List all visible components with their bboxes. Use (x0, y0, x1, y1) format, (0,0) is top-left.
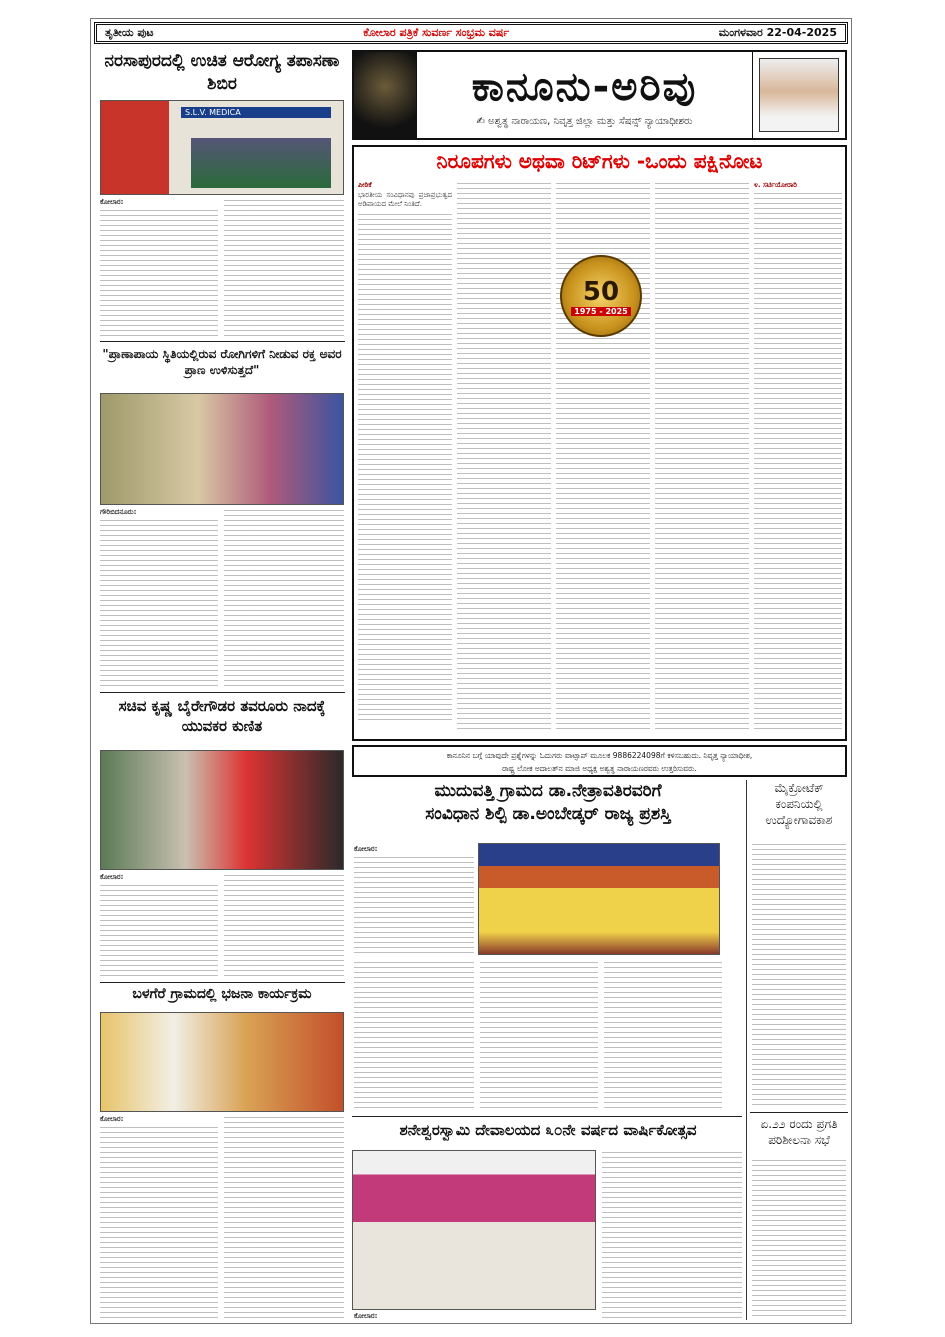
dateline: ಕೋಲಾರ: (100, 1115, 124, 1123)
article-body (752, 842, 846, 1107)
photo-award-ceremony (478, 843, 720, 955)
article-body (224, 873, 344, 978)
divider (352, 1116, 742, 1117)
date: ಮಂಗಳವಾರ 22-04-2025 (718, 26, 837, 39)
photo-sign: S.L.V. MEDICA (181, 107, 331, 118)
divider (100, 341, 345, 342)
note-line: ಕಾನೂನಿನ ಬಗ್ಗೆ ಯಾವುದೇ ಪ್ರಶ್ನೆಗಳನ್ನು ಓದುಗರು ವಾಟ್ಸಾಪ್ ಮೂಲಕ 9886224098ಗೆ ಕಳಿಸಬಹುದು. ನಿವೃತ್ತ ನ್ಯಾಯಾಧೀಶ, (446, 751, 753, 760)
headline-temple-anniversary: ಶನೇಶ್ವರಸ್ವಾಮಿ ದೇವಾಲಯದ ೩೦ನೇ ವರ್ಷದ ವಾರ್ಷಿಕೋತ್ಸವ (399, 1121, 697, 1139)
author-portrait (759, 58, 839, 132)
article-body (224, 1115, 344, 1320)
article-body (100, 208, 218, 338)
article-body (224, 198, 344, 338)
headline-health-camp: ನರಸಾಪುರದಲ್ಲಿ ಉಚಿತ ಆರೋಗ್ಯ ತಪಾಸಣಾ ಶಿಬಿರ (104, 51, 340, 94)
golden-jubilee-logo: 50 1975 - 2025 (560, 255, 642, 337)
article-body (354, 855, 474, 955)
article-body (224, 508, 344, 688)
article-body (604, 960, 722, 1110)
headline-minister: ಸಚಿವ ಕೃಷ್ಣ ಬೈರೇಗೌಡರ ತವರೂರು ನಾದಕ್ಕೆ ಯುವಕರ ಕುಣಿತ (118, 697, 326, 736)
headline-blood-donation: "ಪ್ರಾಣಾಪಾಯ ಸ್ಥಿತಿಯಲ್ಲಿರುವ ರೋಗಿಗಳಿಗೆ ನೀಡುವ ರಕ್ತ ಅವರ ಪ್ರಾಣ ಉಳಿಸುತ್ತದೆ" (102, 347, 342, 378)
law-headline: ನಿರೂಪಗಳು ಅಥವಾ ರಿಟ್‌ಗಳು -ಒಂದು ಪಕ್ಷಿನೋಟ (352, 145, 847, 175)
divider (100, 982, 345, 983)
dateline: ಕೋಲಾರ: (100, 873, 124, 881)
jubilee-tagline: ಕೋಲಾರ ಪತ್ರಿಕೆ ಸುವರ್ಣ ಸಂಭ್ರಮ ವರ್ಷ (363, 26, 510, 39)
dateline: ಕೋಲಾರ: (100, 198, 124, 206)
column-divider (746, 780, 747, 1320)
dateline: ಗೌರಿಬಿದನೂರು: (100, 508, 137, 516)
article-body (100, 1125, 218, 1320)
article-lead: ಭಾರತೀಯ ಸಂವಿಧಾನವು ಪ್ರಜಾಪ್ರಭುತ್ವದ ಅಡಿಪಾಯದ ಮೇಲೆ ನಿಂತಿದೆ. (358, 191, 452, 208)
article-body (754, 191, 842, 731)
divider (100, 692, 345, 693)
headline-job-opportunity: ಮೈಕ್ರೋಟೆಕ್ ಕಂಪನಿಯಲ್ಲಿ ಉದ್ಯೋಗಾವಕಾಶ (765, 781, 833, 828)
headline-ambedkar-award: ಮುದುವತ್ತಿ ಗ್ರಾಮದ ಡಾ.ನೇತ್ರಾವತಿರವರಿಗೆ ಸಂವಿಧಾನ ಶಿಲ್ಪಿ ಡಾ.ಅಂಬೇಡ್ಕರ್ ರಾಜ್ಯ ಪ್ರಶಸ್ತಿ (425, 781, 671, 824)
photo-bhajan (100, 1012, 344, 1112)
article-body (602, 1150, 742, 1320)
law-byline: ಅಶ್ವತ್ಥ ನಾರಾಯಣ, ನಿವೃತ್ತ ಜಿಲ್ಲಾ ಮತ್ತು ಸೆಷನ್ಸ್ ನ್ಯಾಯಾಧೀಶರು (488, 115, 693, 127)
photo-blood-donation (100, 393, 344, 505)
article-body (100, 518, 218, 688)
dateline: ಕೋಲಾರ: (354, 1312, 378, 1320)
page-number: ತೃತೀಯ ಪುಟ (105, 26, 154, 39)
divider (750, 1112, 848, 1113)
photo-minister (100, 750, 344, 870)
subhead: ಪೀಠಿಕೆ (358, 181, 372, 189)
article-body (354, 960, 474, 1110)
headline-review-meeting: ಏ.೨೨ ರಂದು ಪ್ರಗತಿ ಪರಿಶೀಲನಾ ಸಭೆ (760, 1117, 838, 1148)
headline-bhajan: ಬಳಗೆರೆ ಗ್ರಾಮದಲ್ಲಿ ಭಜನಾ ಕಾರ್ಯಕ್ರಮ (132, 986, 312, 1002)
law-column-title: ಕಾನೂನು-ಅರಿವು (471, 63, 698, 110)
article-body (655, 181, 749, 733)
law-column-banner (352, 50, 847, 140)
lady-justice-icon (354, 52, 416, 138)
article-body (457, 181, 551, 733)
photo-health-camp (100, 100, 344, 195)
photo-temple-event (352, 1150, 596, 1310)
article-body (358, 212, 452, 722)
dateline: ಕೋಲಾರ: (354, 845, 378, 853)
note-line: ರಾಷ್ಟ್ರ ಲೋಕ ಅದಾಲತ್‌ನ ಮಾಜಿ ಅಧ್ಯಕ್ಷ ಅಶ್ವತ್ಥ ನಾರಾಯಣರವರು ಉತ್ತರಿಸುವರು. (502, 764, 697, 773)
article-body (100, 883, 218, 978)
reader-questions-note (352, 745, 847, 777)
pen-icon: ✍ (476, 115, 489, 127)
page-header (94, 22, 848, 44)
article-body (752, 1158, 846, 1320)
article-body (480, 960, 598, 1110)
subhead: ೪. ಸರ್ಟಿಯೋರಾರಿ (754, 181, 797, 189)
